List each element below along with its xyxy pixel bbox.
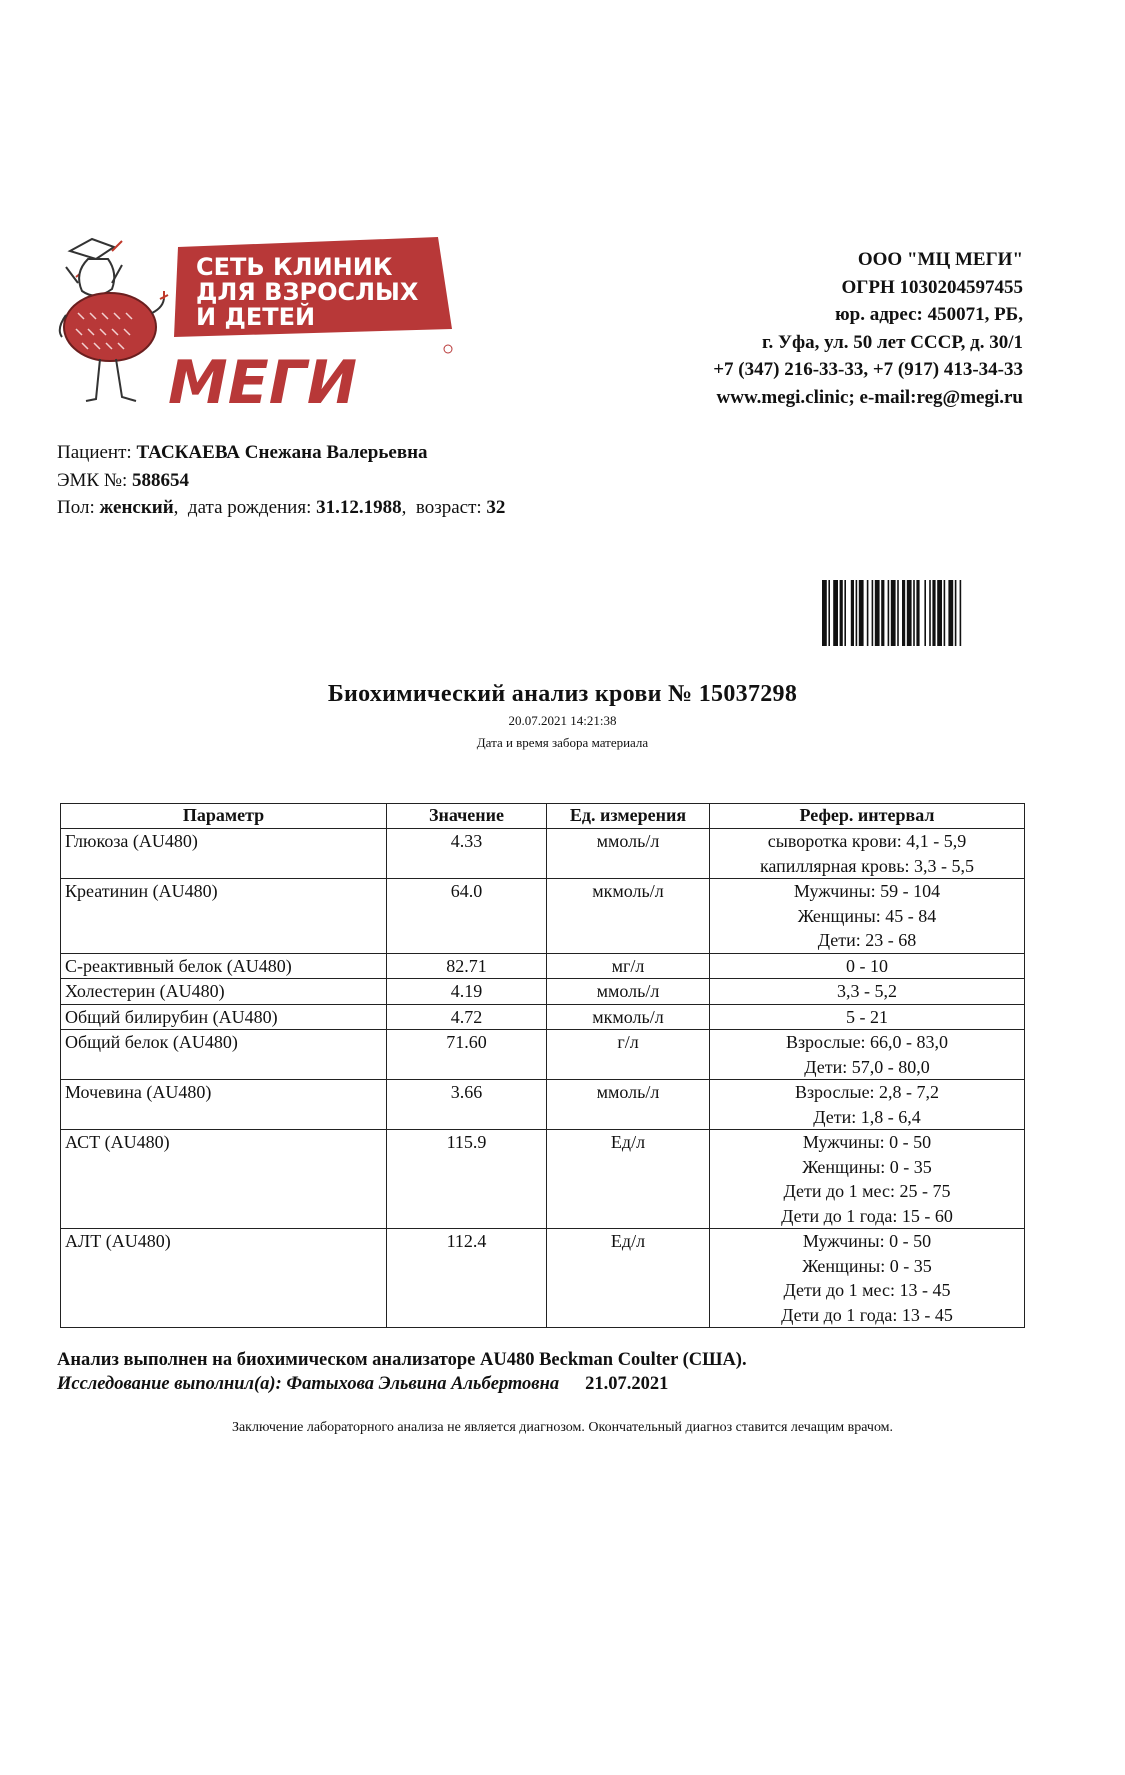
reference-line: Взрослые: 2,8 - 7,2 [794, 1082, 940, 1102]
header-value: Значение [387, 804, 547, 829]
reference-line: 0 - 10 [846, 955, 888, 976]
logo-banner-line-3: И ДЕТЕЙ [196, 303, 316, 331]
barcode-bar [856, 580, 858, 646]
barcode-bar [897, 580, 899, 646]
cell-unit: Ед/л [547, 1130, 710, 1229]
table-row [61, 1229, 1025, 1328]
logo-banner-line-1: СЕТЬ КЛИНИК [196, 253, 393, 281]
barcode-bar [944, 580, 946, 646]
reference-line: Дети до 1 мес: 25 - 75 [783, 1181, 951, 1201]
emk-line [57, 467, 505, 495]
clinic-address-1: юр. адрес: 450071, РБ, [835, 304, 1023, 325]
cell-value: 3.66 [387, 1080, 547, 1130]
table-row [61, 829, 1025, 879]
dob-value: 31.12.1988 [316, 497, 402, 518]
barcode-bar [955, 580, 957, 646]
reference-line: Женщины: 0 - 35 [802, 1255, 932, 1276]
reference-line: капиллярная кровь: 3,3 - 5,5 [759, 855, 975, 876]
barcode-bar [844, 580, 846, 646]
cell-value: 4.72 [387, 1004, 547, 1030]
reference-line: Дети: 1,8 - 6,4 [813, 1106, 921, 1127]
barcode-bar [960, 580, 962, 646]
table-row [61, 953, 1025, 979]
performer-date: 21.07.2021 [585, 1374, 669, 1394]
reference-line: Взрослые: 66,0 - 83,0 [785, 1032, 949, 1052]
demographics-line: Пол: женский, дата рождения: 31.12.1988, возраст: 32 [57, 497, 506, 518]
emk-label: ЭМК №: [57, 469, 128, 491]
barcode-bar [948, 580, 953, 646]
cell-value: 112.4 [387, 1229, 547, 1328]
cell-unit: г/л [547, 1030, 710, 1080]
cell-reference [710, 1004, 1025, 1030]
cell-unit: ммоль/л [547, 829, 710, 879]
cell-reference [710, 953, 1025, 979]
cell-value: 82.71 [387, 953, 547, 979]
cell-value: 71.60 [387, 1030, 547, 1080]
emk-number: 588654 [132, 469, 190, 491]
cell-parameter: Общий билирубин (AU480) [61, 1004, 387, 1030]
barcode-bar [822, 580, 827, 646]
clinic-ogrn: ОГРН 1030204597455 [841, 276, 1023, 298]
clinic-logo [52, 233, 470, 409]
reference-line: Женщины: 0 - 35 [802, 1156, 932, 1177]
sex-label: Пол: [57, 497, 95, 518]
cell-unit: мкмоль/л [547, 1004, 710, 1030]
age-value: 32 [486, 497, 506, 518]
age-label: возраст: [415, 497, 482, 518]
reference-line: Дети: 57,0 - 80,0 [804, 1056, 930, 1077]
header-parameter: Параметр [61, 804, 387, 829]
barcode-bar [888, 580, 890, 646]
barcode-bar [859, 580, 864, 646]
barcode-bar [907, 580, 912, 646]
performer-line [57, 1374, 668, 1395]
cell-parameter: Холестерин (AU480) [61, 979, 387, 1005]
reference-line: Женщины: 45 - 84 [797, 905, 937, 926]
patient-name: ТАСКАЕВА Снежана Валерьевна [136, 442, 428, 463]
sex-value: женский [99, 497, 174, 518]
cell-reference [710, 979, 1025, 1005]
barcode-bar [867, 580, 869, 646]
reference-line: Мужчины: 59 - 104 [793, 881, 941, 901]
table-header-row [61, 804, 1025, 829]
logo-banner-line-2: ДЛЯ ВЗРОСЛЫХ [196, 278, 419, 306]
barcode-bar [840, 580, 843, 646]
table-row [61, 1004, 1025, 1030]
barcode-bar [872, 580, 874, 646]
barcode-bar [913, 580, 915, 646]
reference-line: Дети до 1 года: 13 - 45 [781, 1304, 953, 1325]
header-reference: Рефер. интервал [710, 804, 1025, 829]
table-row [61, 879, 1025, 954]
cell-reference [710, 829, 1025, 879]
reference-line: 5 - 21 [846, 1006, 888, 1027]
cell-reference [710, 879, 1025, 954]
cell-unit: Ед/л [547, 1229, 710, 1328]
barcode-bar [924, 580, 926, 646]
barcode-bar [891, 580, 896, 646]
barcode-bar [881, 580, 884, 646]
barcode [822, 580, 1048, 646]
cell-reference [710, 1229, 1025, 1328]
reference-line: Мужчины: 0 - 50 [802, 1132, 932, 1152]
clinic-name: ООО "МЦ МЕГИ" [857, 249, 1023, 270]
patient-info [57, 439, 505, 522]
analyzer-note: Анализ выполнен на биохимическом анализаторе AU480 Beckman Coulter (США). [57, 1350, 747, 1370]
cell-parameter: Общий белок (AU480) [61, 1030, 387, 1080]
cell-reference [710, 1080, 1025, 1130]
header-unit: Ед. измерения [547, 804, 710, 829]
cell-parameter: Креатинин (AU480) [61, 879, 387, 954]
cell-parameter: С-реактивный белок (AU480) [61, 953, 387, 979]
table-row [61, 1130, 1025, 1229]
barcode-bar [937, 580, 942, 646]
dob-label: дата рождения: [187, 497, 312, 518]
reference-line: Мужчины: 0 - 50 [802, 1231, 932, 1251]
patient-line [57, 439, 505, 467]
table-row [61, 979, 1025, 1005]
clinic-address-2: г. Уфа, ул. 50 лет СССР, д. 30/1 [762, 331, 1023, 353]
barcode-bar [929, 580, 931, 646]
sample-datetime-caption: Дата и время забора материала [476, 735, 649, 750]
cell-value: 4.19 [387, 979, 547, 1005]
clinic-web-email: www.megi.clinic; e-mail:reg@megi.ru [716, 386, 1023, 408]
reference-line: сыворотка крови: 4,1 - 5,9 [767, 831, 967, 851]
reference-line: Дети до 1 года: 15 - 60 [781, 1205, 953, 1226]
patient-label: Пациент: [57, 442, 132, 463]
cell-parameter: АЛТ (AU480) [61, 1229, 387, 1328]
results-table [60, 803, 1025, 1328]
barcode-bar [833, 580, 838, 646]
reference-line: 3,3 - 5,2 [837, 981, 897, 1001]
cell-value: 4.33 [387, 829, 547, 879]
barcode-bar [851, 580, 854, 646]
performer-name: Исследование выполнил(а): Фатыхова Эльвина Альбертовна [57, 1374, 560, 1394]
cell-reference [710, 1130, 1025, 1229]
cell-unit: ммоль/л [547, 979, 710, 1005]
disclaimer: Заключение лабораторного анализа не является диагнозом. Окончательный диагноз ставится лечащим врачом. [231, 1420, 894, 1435]
clinic-phones: +7 (347) 216-33-33, +7 (917) 413-34-33 [713, 359, 1023, 380]
logo-brand: МЕГИ [168, 348, 358, 409]
clinic-info [503, 246, 1023, 411]
cell-value: 115.9 [387, 1130, 547, 1229]
cell-reference [710, 1030, 1025, 1080]
cell-unit: мкмоль/л [547, 879, 710, 954]
reference-line: Дети до 1 мес: 13 - 45 [783, 1280, 951, 1300]
cell-unit: ммоль/л [547, 1080, 710, 1130]
barcode-bar [916, 580, 919, 646]
cell-parameter: Мочевина (AU480) [61, 1080, 387, 1130]
sample-datetime: 20.07.2021 14:21:38 [508, 713, 617, 728]
cell-value: 64.0 [387, 879, 547, 954]
cell-parameter: АСТ (AU480) [61, 1130, 387, 1229]
cell-unit: мг/л [547, 953, 710, 979]
barcode-bar [932, 580, 935, 646]
barcode-bar [902, 580, 905, 646]
table-row [61, 1030, 1025, 1080]
table-row [61, 1080, 1025, 1130]
document-title: Биохимический анализ крови № 15037298 [327, 681, 798, 707]
nurse-figure-icon [60, 239, 168, 401]
reference-line: Дети: 23 - 68 [817, 930, 917, 950]
barcode-bar [828, 580, 830, 646]
barcode-bar [875, 580, 880, 646]
cell-parameter: Глюкоза (AU480) [61, 829, 387, 879]
